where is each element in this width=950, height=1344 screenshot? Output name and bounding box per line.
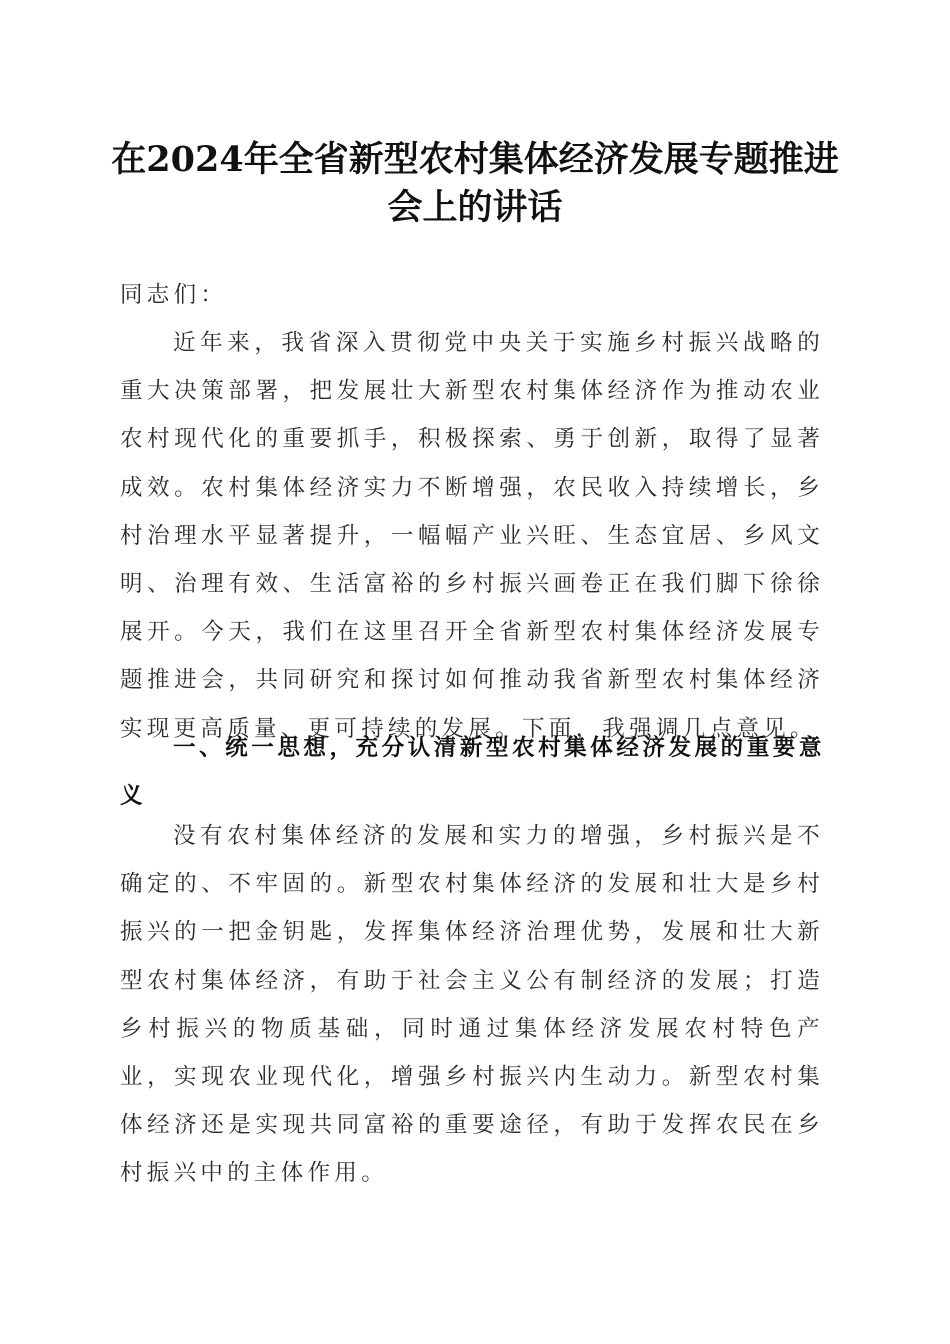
paragraph-section-1: 没有农村集体经济的发展和实力的增强，乡村振兴是不确定的、不牢固的。新型农村集体经济的发展和壮大是乡村振兴的一把金钥匙，发挥集体经济治理优势，发展和壮大新型农村集体经济，有助于社会主义公有制经济的发展；打造乡村振兴的物质基础，同时通过集体经济发展农村特色产业，实现农业现代化，增强乡村振兴内生动力。新型农村集体经济还是实现共同富裕的重要途径，有助于发挥农民在乡村振兴中的主体作用。 <box>120 823 824 1187</box>
document-title: 在2024年全省新型农村集体经济发展专题推进会上的讲话 <box>111 139 839 228</box>
paragraph-intro: 近年来，我省深入贯彻党中央关于实施乡村振兴战略的重大决策部署，把发展壮大新型农村集体经济作为推动农业农村现代化的重要抓手，积极探索、勇于创新，取得了显著成效。农村集体经济实力不断增强，农民收入持续增长，乡村治理水平显著提升，一幅幅产业兴旺、生态宜居、乡风文明、治理有效、生活富裕的乡村振兴画卷正在我们脚下徐徐展开。今天，我们在这里召开全省新型农村集体经济发展专题推进会，共同研究和探讨如何推动我省新型农村集体经济实现更高质量、更可持续的发展。下面，我强调几点意见。 <box>120 330 824 742</box>
greeting: 同志们： <box>120 282 228 308</box>
section-heading-1: 一、统一思想，充分认清新型农村集体经济发展的重要意义 <box>120 735 824 810</box>
